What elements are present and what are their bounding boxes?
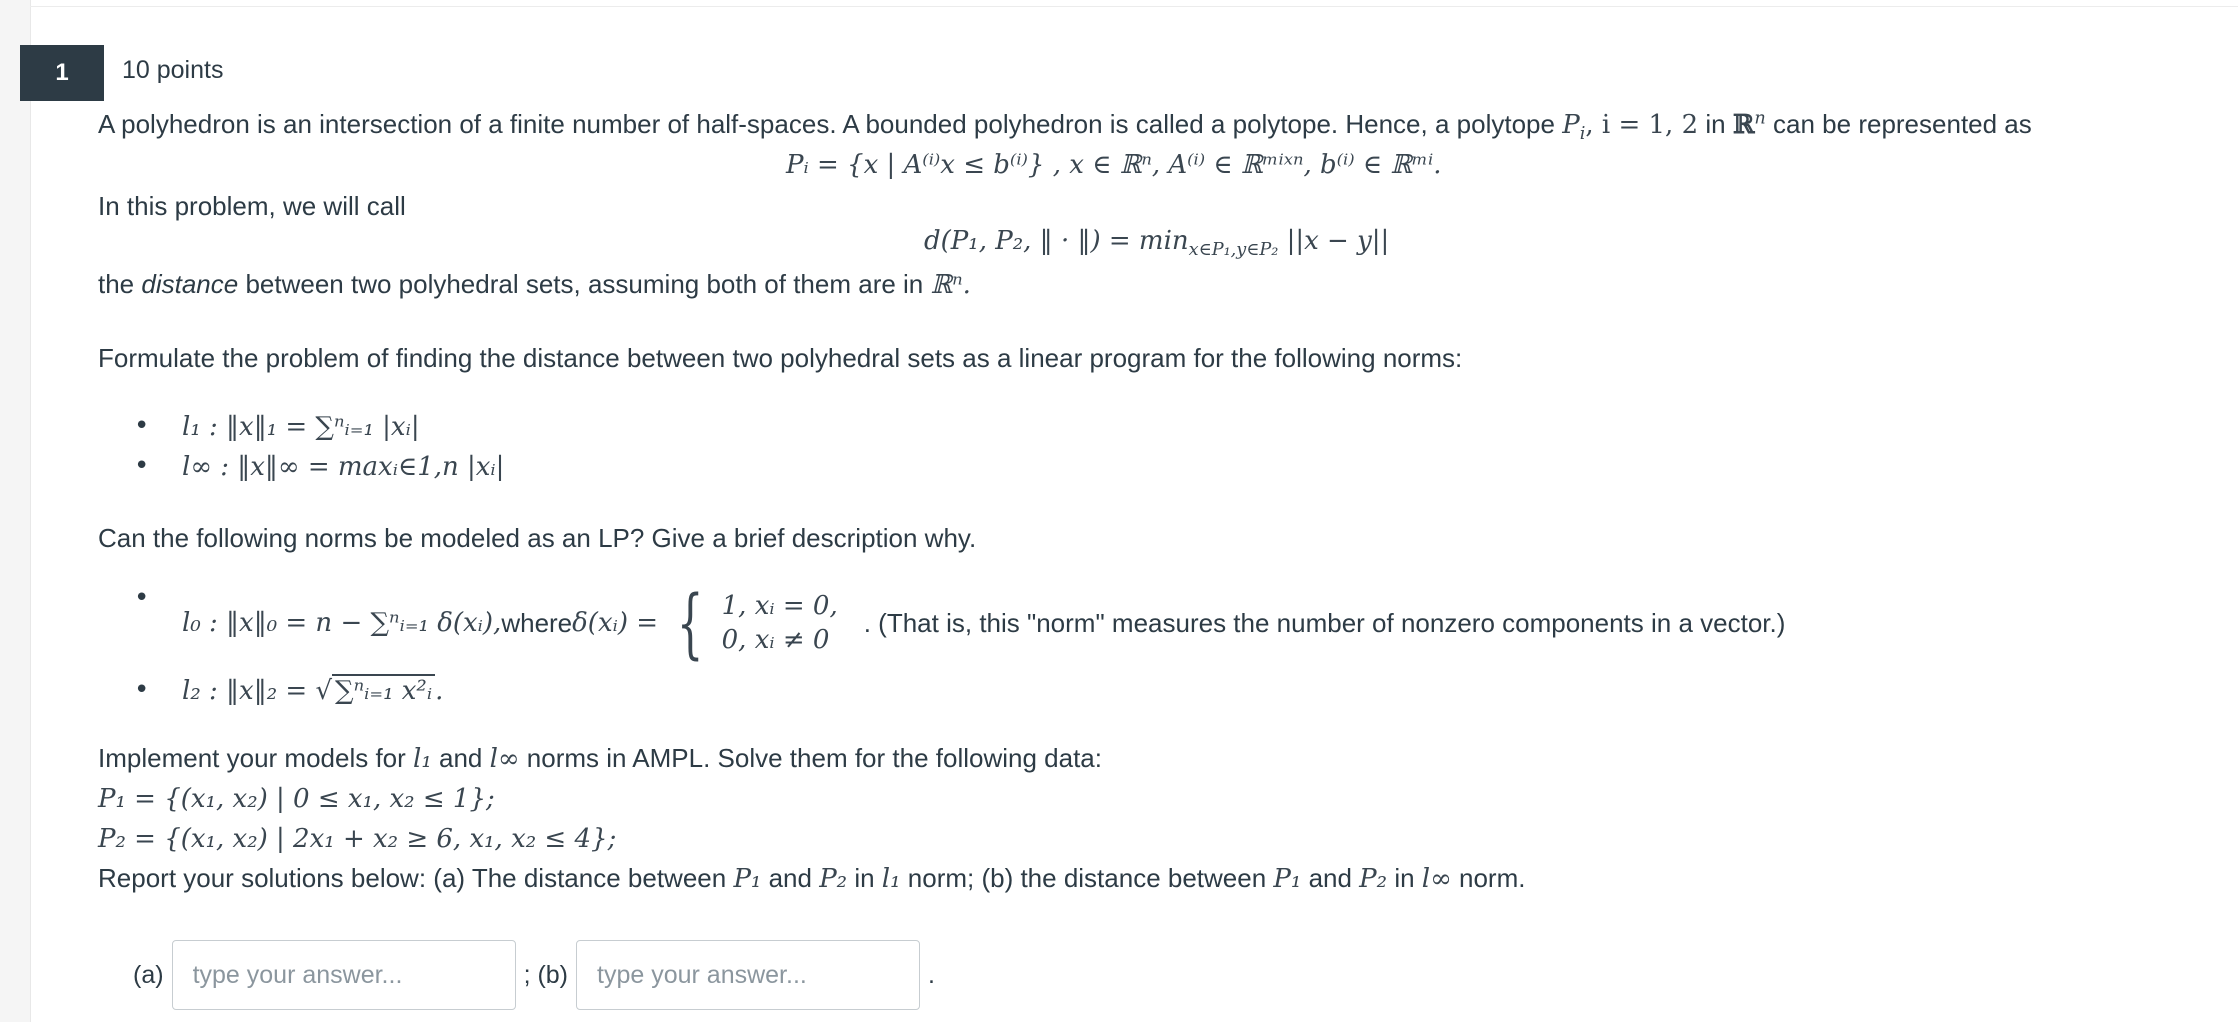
report-paragraph: Report your solutions below: (a) The distance between P₁ and P₂ in l₁ norm; (b) the distance between P₁ and P₂ in l∞ norm. bbox=[98, 863, 1526, 894]
distance-definition: d(P₁, P₂, ‖ · ‖) = $\min_{x\in P_1,y\in P_2} ||x - y||$ bbox=[924, 226, 1390, 261]
distance-word: distance bbox=[141, 269, 239, 299]
question-points: 10 points bbox=[122, 56, 224, 84]
formulate-paragraph: Formulate the problem of finding the distance between two polyhedral sets as a linear program for the following norms: bbox=[98, 343, 1463, 373]
case-row: 0, xᵢ ≠ 0 bbox=[721, 625, 830, 655]
list-item: • l∞ : ‖x‖∞ = maxᵢ∈1,n |xᵢ| bbox=[134, 446, 504, 487]
list-item bbox=[134, 578, 1785, 668]
intro-rn: ℝ$^n$ bbox=[1732, 108, 1766, 140]
l0-delta: δ(xᵢ) = bbox=[572, 608, 659, 638]
implement-paragraph: Implement your models for l₁ and l∞ norms in AMPL. Solve them for the following data: bbox=[98, 743, 1102, 774]
can-question: Can the following norms be modeled as an LP? Give a brief description why. bbox=[98, 523, 977, 553]
p1-definition: P₁ = {(x₁, x₂) | 0 ≤ x₁, x₂ ≤ 1}; bbox=[98, 784, 495, 814]
list-item: • l₁ : ‖x‖₁ = ∑ⁿᵢ₌₁ |xᵢ| bbox=[134, 406, 420, 447]
distance-paragraph: the distance between two polyhedral sets, assuming both of them are in ℝⁿ. bbox=[98, 269, 971, 300]
intro-text: A polyhedron is an intersection of a finite number of half-spaces. A bounded polyhedron is called a polytope. Hence, a polytope bbox=[98, 109, 1563, 139]
l0-cases bbox=[666, 578, 838, 667]
answer-a-input[interactable] bbox=[172, 940, 516, 1010]
answer-end: . bbox=[928, 960, 935, 989]
answer-b-input[interactable] bbox=[576, 940, 920, 1010]
top-divider bbox=[30, 6, 2238, 7]
left-gutter bbox=[0, 0, 31, 1022]
case-row: 1, xᵢ = 0, bbox=[721, 591, 838, 621]
answer-row bbox=[133, 940, 935, 1010]
list-item: • l₂ : ‖x‖₂ = √ ∑ⁿᵢ₌₁ x²ᵢ . bbox=[134, 670, 443, 711]
l0-note: . (That is, this "norm" measures the number of nonzero components in a vector.) bbox=[863, 608, 1786, 638]
intro-math-p: $P_i$, i = 1, 2 bbox=[1562, 110, 1699, 145]
answer-a-label: (a) bbox=[133, 960, 164, 989]
answer-separator: ; (b) bbox=[523, 960, 569, 989]
intro-in: in bbox=[1698, 109, 1733, 139]
l0-where: where bbox=[501, 608, 573, 638]
question-number-badge: 1 bbox=[20, 45, 104, 101]
p2-definition: P₂ = {(x₁, x₂) | 2x₁ + x₂ ≥ 6, x₁, x₂ ≤ 4}; bbox=[98, 824, 617, 854]
intro-end: can be represented as bbox=[1765, 109, 2032, 139]
polytope-definition: Pᵢ = {x | A⁽ⁱ⁾x ≤ b⁽ⁱ⁾} , x ∈ ℝⁿ, A⁽ⁱ⁾ ∈ ℝᵐⁱˣⁿ, b⁽ⁱ⁾ ∈ ℝᵐⁱ. bbox=[786, 150, 1442, 180]
l2-radicand: ∑ⁿᵢ₌₁ x²ᵢ bbox=[332, 674, 435, 706]
left-brace: { bbox=[676, 578, 704, 667]
call-text: In this problem, we will call bbox=[98, 191, 406, 221]
intro-paragraph bbox=[98, 104, 2032, 145]
l0-norm: • l₀ : ‖x‖₀ = n − ∑ⁿᵢ₌₁ δ(xᵢ), bbox=[182, 608, 502, 638]
